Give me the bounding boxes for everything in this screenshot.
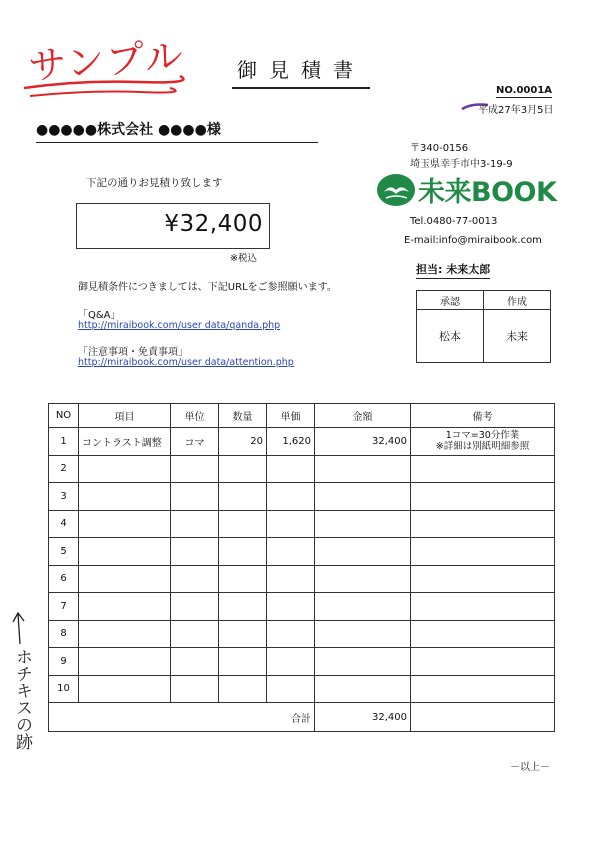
creator-name: 未来 [484,310,551,363]
document-title: 御見積書 [232,54,370,89]
row-item: コントラスト調整 [79,428,171,456]
table-row [49,593,555,621]
total-label: 合計 [49,703,315,732]
row-no: 2 [49,455,79,483]
col-note: 備考 [411,404,555,428]
company-logo-text: 未来BOOK [418,177,557,208]
table-row [49,510,555,538]
creator-header: 作成 [484,291,551,310]
row-amount: 32,400 [315,428,411,456]
row-no: 10 [49,675,79,703]
person-in-charge: 担当: 未来太郎 [416,261,490,279]
end-mark: －以上－ [510,762,550,773]
attention-link[interactable]: http://miraibook.com/user data/attention.php [78,357,294,368]
row-price: 1,620 [267,428,315,456]
client-name: ●●●●●株式会社 ●●●●様 [36,119,318,143]
row-no: 3 [49,483,79,511]
row-no: 8 [49,620,79,648]
table-header-row [49,404,555,428]
company-email: E-mail:info@miraibook.com [404,235,542,246]
row-no: 7 [49,593,79,621]
row-note-line2: ※詳細は別紙明細参照 [435,441,530,453]
conditions-text: 御見積条件につきましては、下記URLをご参照願います。 [78,282,337,293]
attention-label: 「注意事項・免責事項」 [78,347,188,358]
col-unit: 単位 [171,404,219,428]
table-row [49,483,555,511]
row-no: 9 [49,648,79,676]
company-address: 埼玉県幸手市中3-19-9 [410,159,513,170]
qa-link[interactable]: http://miraibook.com/user data/qanda.php [78,320,281,331]
table-row [49,565,555,593]
sample-underline [20,62,190,102]
row-no: 5 [49,538,79,566]
table-row [49,538,555,566]
book-logo-icon [376,172,416,208]
row-no: 1 [49,428,79,456]
staple-mark-note: ホチキスの跡 [12,648,32,750]
total-amount-box [76,203,270,249]
intro-text: 下記の通りお見積り致します [86,177,223,189]
col-qty: 数量 [219,404,267,428]
row-note [411,428,555,456]
col-amount: 金額 [315,404,411,428]
total-value: 32,400 [315,703,411,732]
document-number: NO.0001A [496,85,553,96]
table-row [49,620,555,648]
approval-box [416,290,551,363]
qa-label: 「Q&A」 [78,310,121,321]
col-price: 単価 [267,404,315,428]
postal-code: 〒340-0156 [410,143,469,154]
total-row [49,703,555,732]
approval-header: 承認 [417,291,484,310]
row-note-line1: 1コマ=30分作業 [445,430,520,442]
table-row [49,648,555,676]
col-no: NO [49,404,79,428]
issue-date: 平成27年3月5日 [478,105,554,116]
total-amount: ¥32,400 [164,211,263,237]
row-qty: 20 [219,428,267,456]
row-unit: コマ [171,428,219,456]
tax-note: ※税込 [230,253,257,264]
arrow-up-icon [10,610,30,646]
table-row [49,455,555,483]
row-no: 4 [49,510,79,538]
sample-stamp: サンプル [26,33,187,89]
approver-name: 松本 [417,310,484,363]
col-item: 項目 [79,404,171,428]
table-row [49,428,555,456]
company-tel: Tel.0480-77-0013 [410,216,498,227]
row-no: 6 [49,565,79,593]
table-row [49,675,555,703]
items-table [48,403,555,732]
